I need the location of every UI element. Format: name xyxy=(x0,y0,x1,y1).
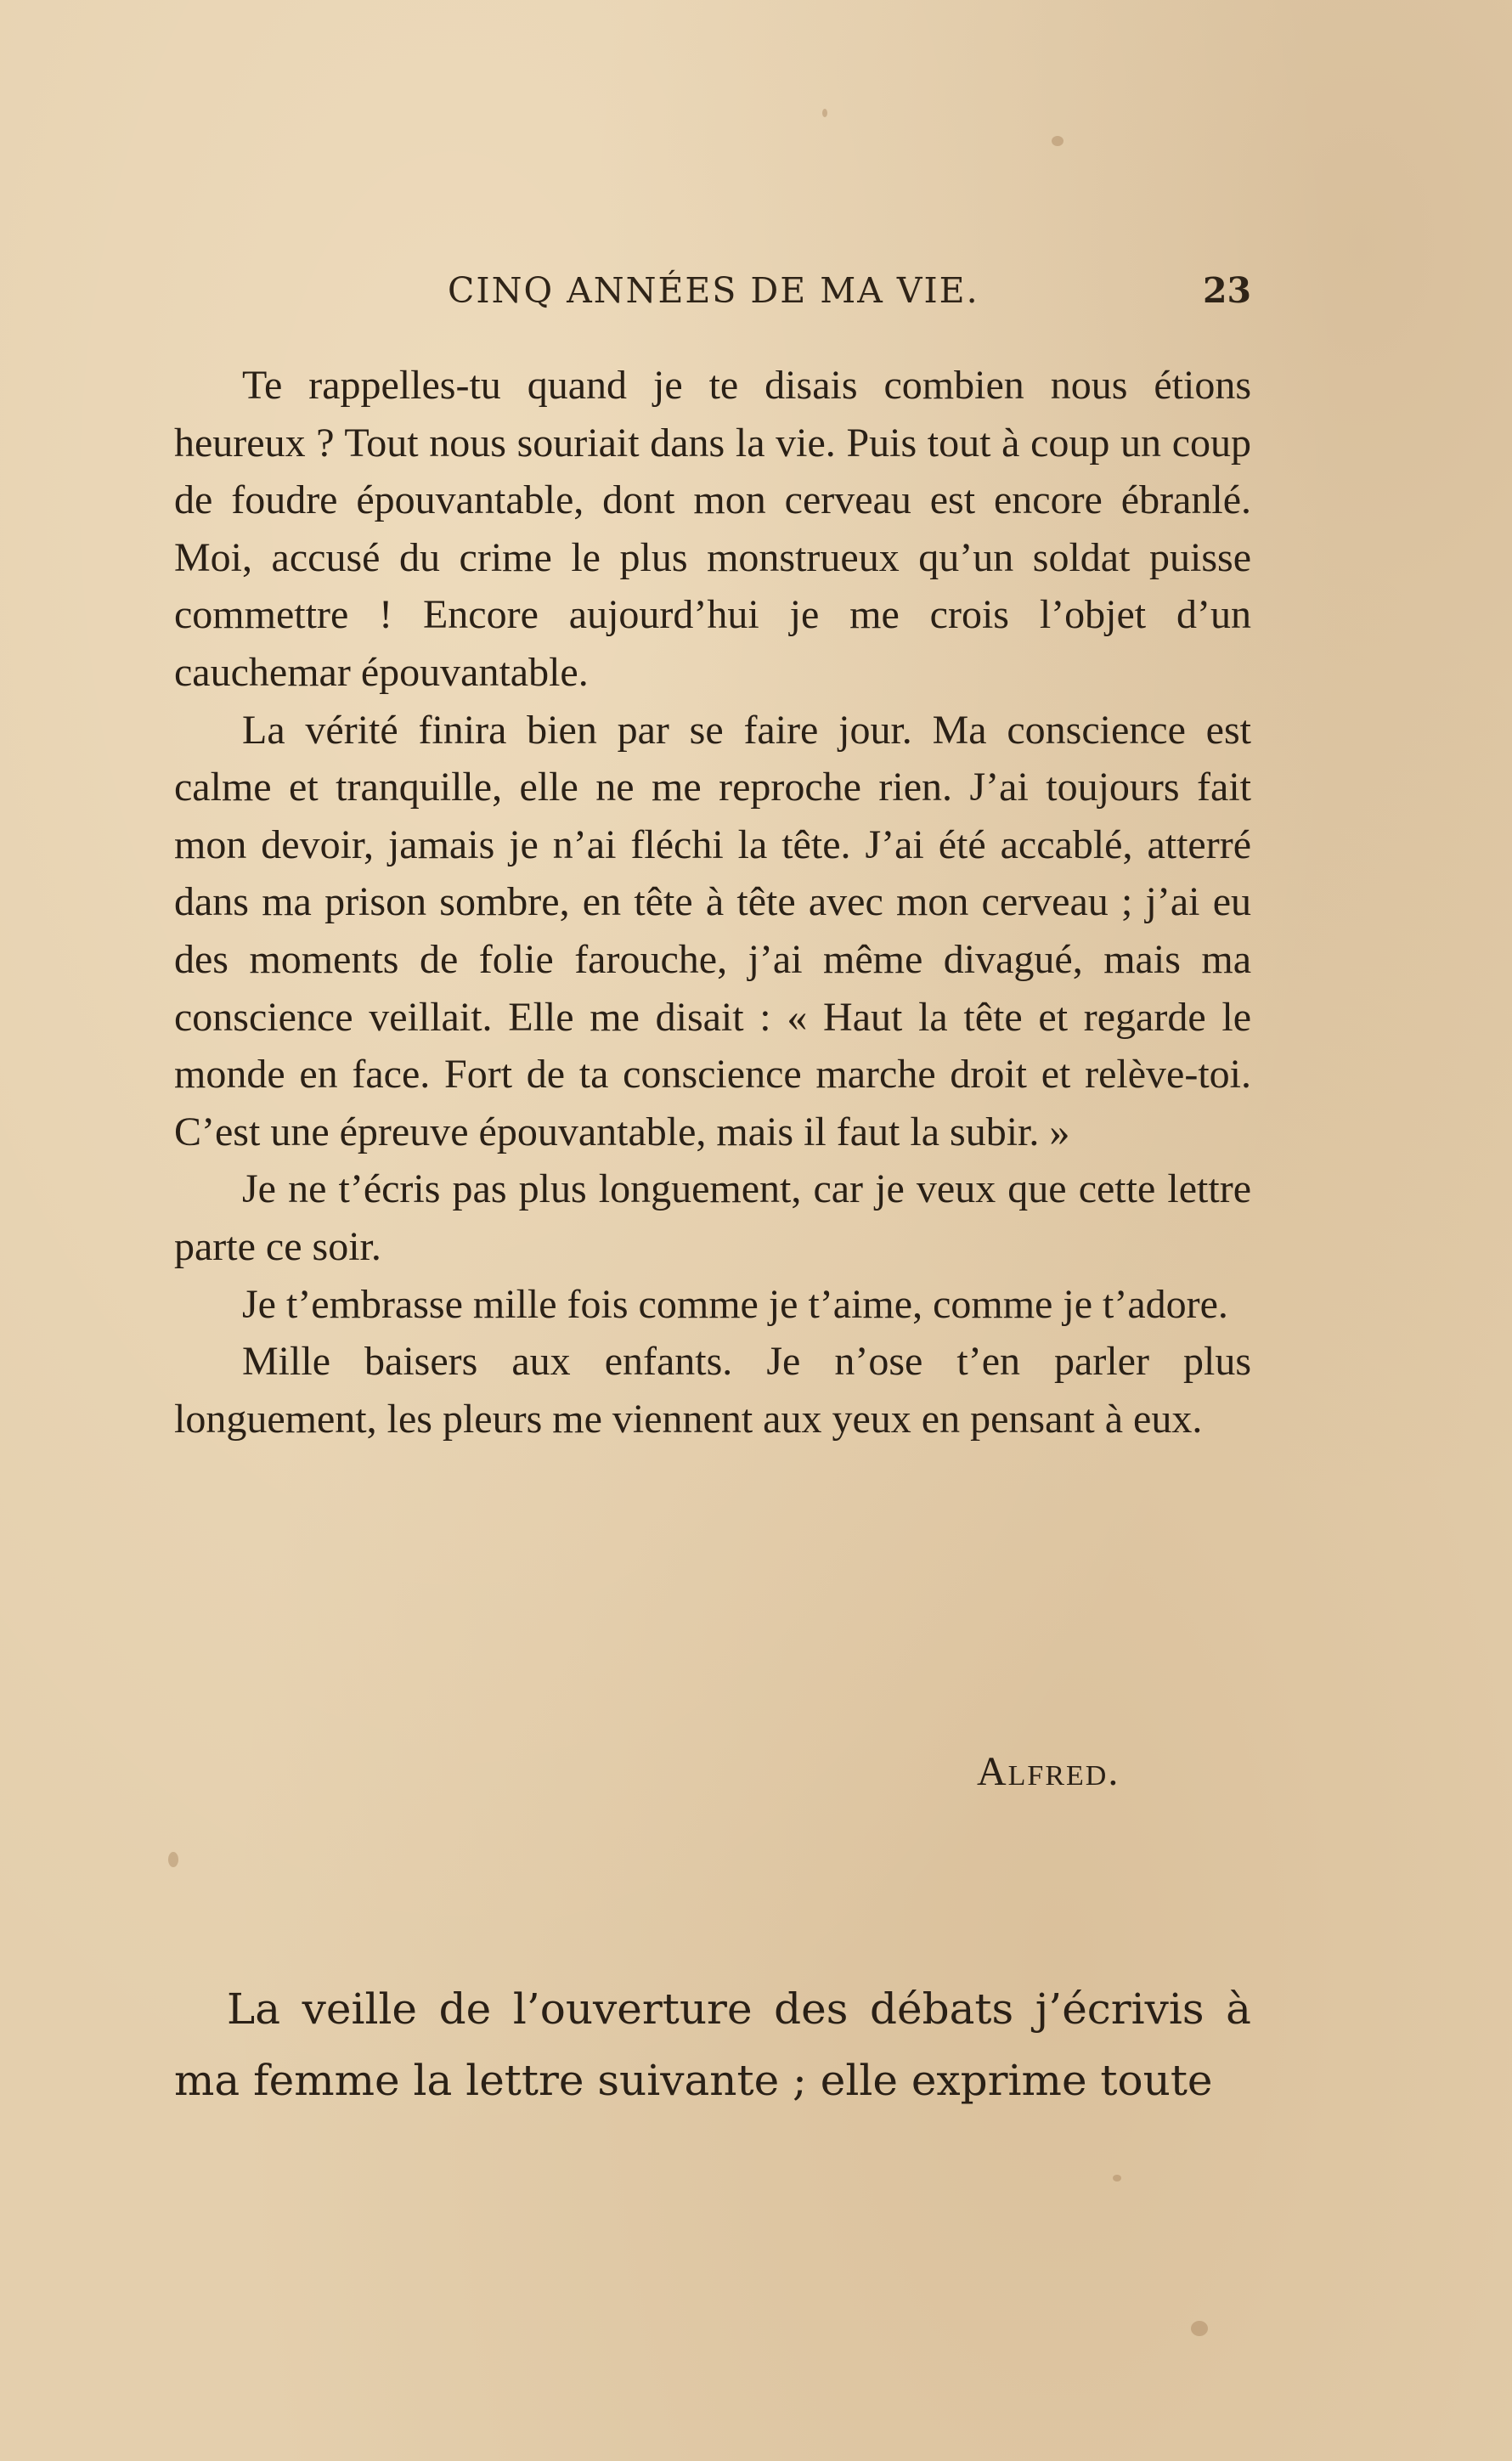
letter-paragraph: Mille baisers aux enfants. Je n’ose t’en parler plus longuement, les pleurs me viennent aux yeux en pensant à eux. xyxy=(174,1339,1251,1442)
page-number: 23 xyxy=(1202,270,1251,311)
letter-paragraph: Je t’embrasse mille fois comme je t’aime, comme je t’adore. xyxy=(242,1281,1228,1327)
narrative-paragraph: La veille de l’ouverture des débats j’écrivis à ma femme la lettre suivante ; elle exprime toute xyxy=(174,1984,1251,2105)
letter-paragraph: Je ne t’écris pas plus longuement, car je veux que cette lettre parte ce soir. xyxy=(174,1166,1251,1269)
page-header xyxy=(174,270,1251,313)
letter-paragraph: Te rappelles-tu quand je te disais combien nous étions heureux ? Tout nous souriait dans la vie. Puis tout à coup un coup de foudre épouvantable, dont mon cerveau est encore ébranlé. Moi, accusé du crime le plus monstrueux qu’un soldat puisse commettre ! Encore aujourd’hui je me crois l’objet d’un cauchemar épouvantable. xyxy=(174,363,1251,695)
letter-signature: Alfred. xyxy=(977,1749,1120,1794)
letter-body xyxy=(174,357,1251,1448)
narrative-section xyxy=(174,1973,1251,2116)
paper-stain xyxy=(1052,136,1063,146)
paper-stain xyxy=(168,1852,178,1867)
paper-stain xyxy=(822,109,827,117)
running-title: CINQ ANNÉES DE MA VIE. xyxy=(448,270,979,311)
paper-stain xyxy=(1113,2175,1121,2182)
letter-paragraph: La vérité finira bien par se faire jour. Ma conscience est calme et tranquille, elle ne me reproche rien. J’ai toujours fait mon devoir, jamais je n’ai fléchi la tête. J’ai été accablé, atterré dans ma prison sombre, en tête à tête avec mon cerveau ; j’ai eu des moments de folie farouche, j’ai même divagué, mais ma conscience veillait. Elle me disait : « Haut la tête et regarde le monde en face. Fort de ta conscience marche droit et relève-toi. C’est une épreuve épouvantable, mais il faut la subir. » xyxy=(174,707,1251,1154)
paper-stain xyxy=(1191,2321,1208,2336)
